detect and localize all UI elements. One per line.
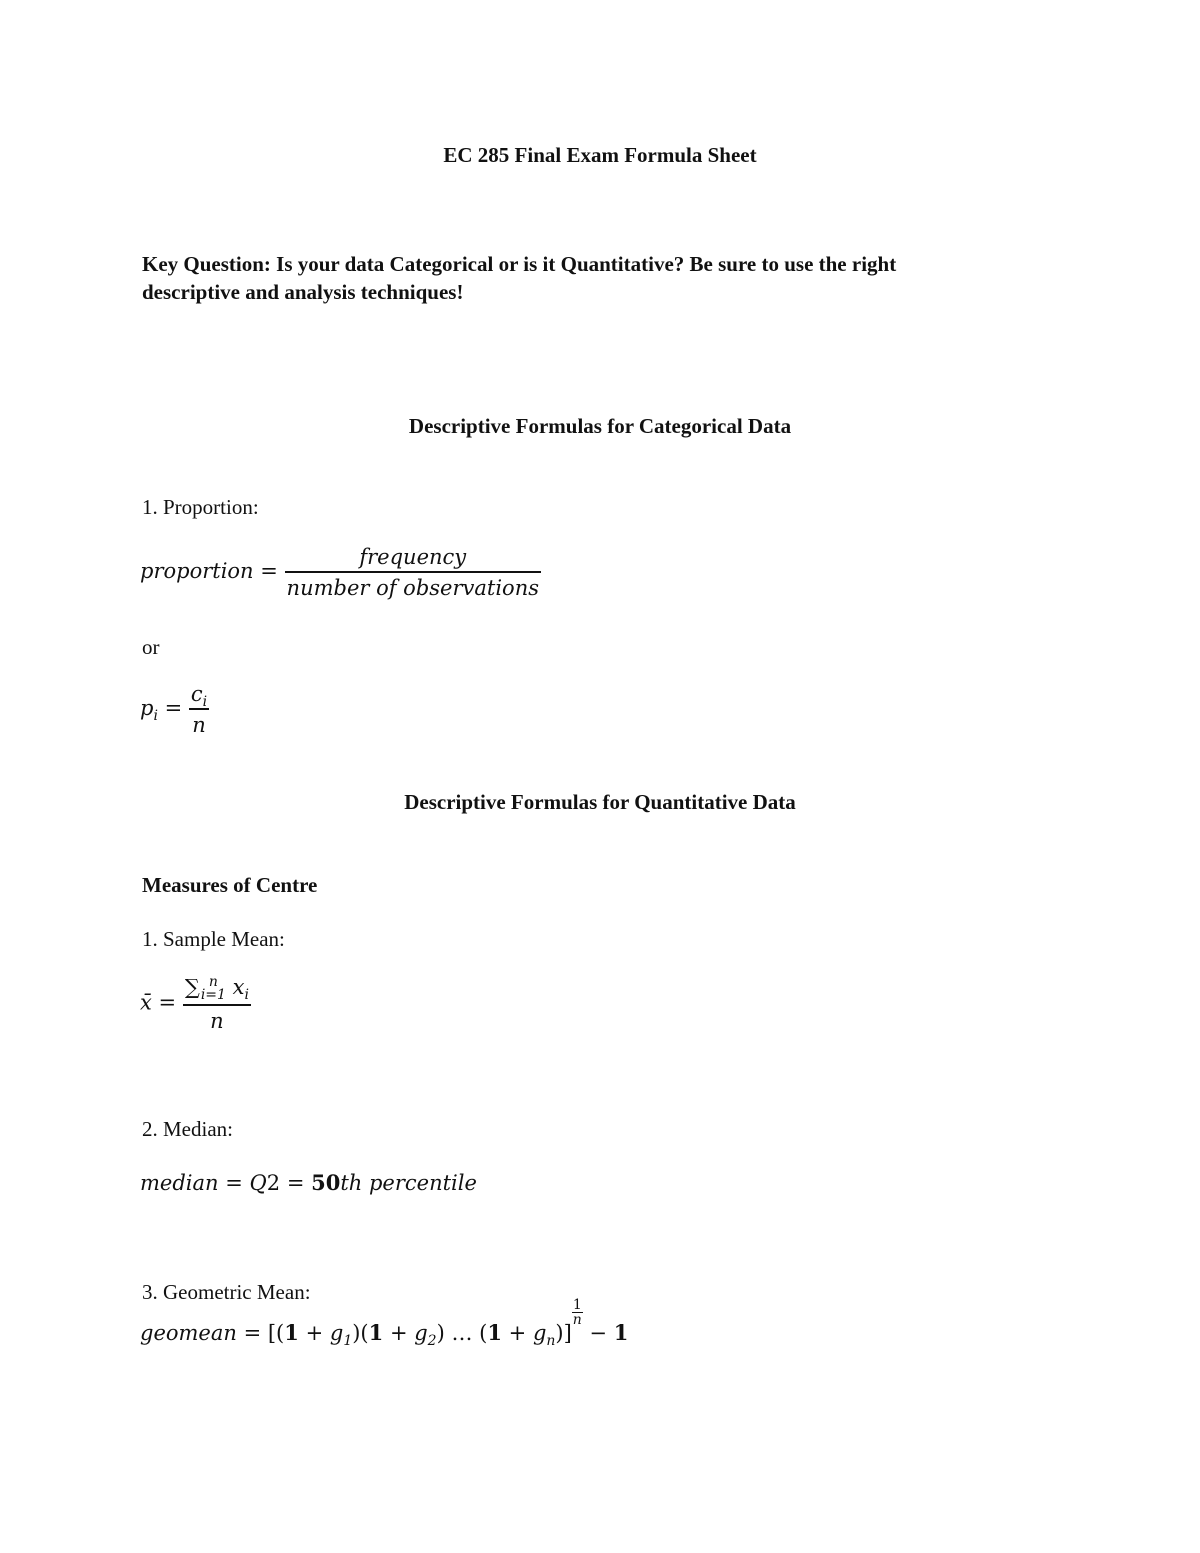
page-title: EC 285 Final Exam Formula Sheet xyxy=(443,143,757,167)
proportion-fraction xyxy=(285,545,541,600)
pi-lhs: $p_i$ xyxy=(140,696,158,725)
xbar: x̄ xyxy=(140,990,152,1015)
proportion-numerator: frequency xyxy=(285,545,541,573)
proportion-formula: proportion = $\frac{\text{frequency}}{\text{number of observations}}$ xyxy=(140,545,539,600)
proportion-label: 1. Proportion: xyxy=(142,495,259,519)
proportion-lhs: proportion xyxy=(140,559,254,583)
proportion-denominator: number of observations xyxy=(286,576,539,600)
pi-fraction xyxy=(189,682,209,737)
median-label: 2. Median: xyxy=(142,1117,233,1141)
pi-denominator: n xyxy=(192,713,206,737)
categorical-heading: Descriptive Formulas for Categorical Data xyxy=(408,414,792,438)
sample-mean-numerator: ∑ n i=1 $x_i$ xyxy=(183,975,251,1006)
key-question-line-2: descriptive and analysis techniques! xyxy=(142,280,464,304)
median-formula: median = Q2 = 50th percentile xyxy=(140,1170,477,1195)
sample-mean-formula: x̄ = ∑ n i=1 $x_i$ n xyxy=(140,973,249,1033)
sample-mean-label: 1. Sample Mean: xyxy=(142,927,285,951)
pi-numerator: $c_i$ xyxy=(190,682,208,711)
or-text: or xyxy=(142,635,160,659)
quantitative-heading: Descriptive Formulas for Quantitative Data xyxy=(404,790,796,814)
sample-mean-denominator: n xyxy=(210,1008,224,1033)
measures-of-centre-heading: Measures of Centre xyxy=(142,873,318,897)
geometric-mean-label: 3. Geometric Mean: xyxy=(142,1280,311,1304)
geometric-mean-formula: geomean = [$(1 + g_1)(1 + g_2)$ … $(1 + g_n)$] $\frac{1}{n}$ − 1 xyxy=(140,1297,629,1350)
key-question-line-1: Key Question: Is your data Categorical or is it Quantitative? Be sure to use the right xyxy=(142,252,897,276)
sample-mean-fraction xyxy=(183,975,251,1033)
pi-formula: $p_i$ = $\frac{c_i}{n}$ xyxy=(140,682,208,737)
